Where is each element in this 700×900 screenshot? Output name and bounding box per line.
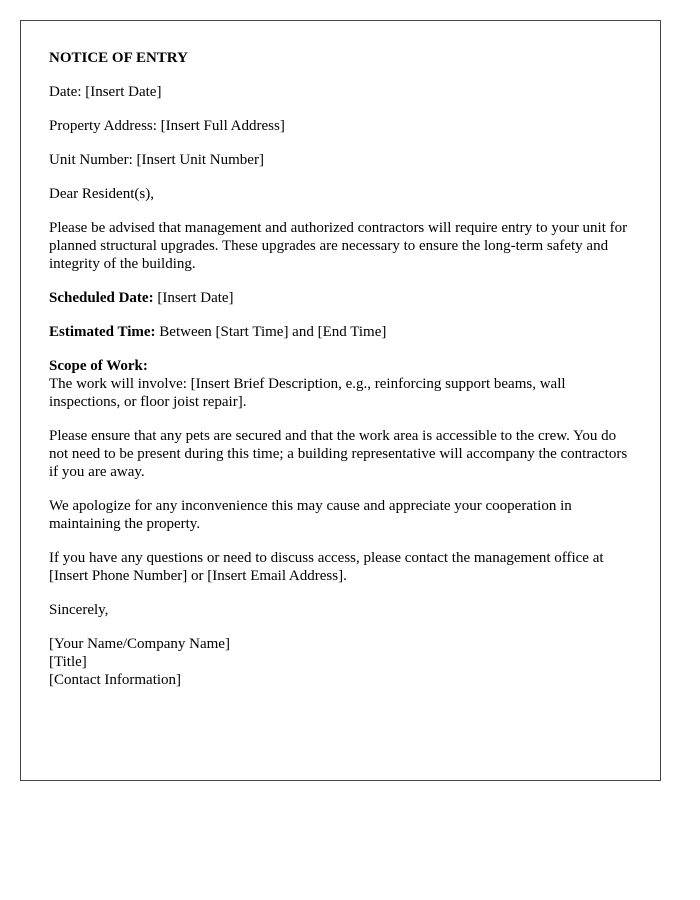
scheduled-date-label: Scheduled Date: <box>49 290 154 306</box>
signature-block <box>49 635 632 689</box>
signature-name: [Your Name/Company Name] <box>49 636 230 652</box>
letter-title: NOTICE OF ENTRY <box>49 50 188 66</box>
scope-of-work <box>49 357 632 411</box>
signature-title: [Title] <box>49 654 87 670</box>
intro-paragraph: Please be advised that management and authorized contractors will require entry to your unit for planned structural upgrades. These upgrades are necessary to ensure the long-term safety and integrity of the building. <box>49 220 628 272</box>
notice-letter <box>20 20 661 781</box>
signature-contact: [Contact Information] <box>49 672 182 688</box>
scheduled-date <box>49 289 632 307</box>
date-line: Date: [Insert Date] <box>49 84 162 100</box>
pets-paragraph: Please ensure that any pets are secured and that the work area is accessible to the crew. You do not need to be present during this time; a building representative will accompany the contractors if you are away. <box>49 428 628 480</box>
estimated-time-label: Estimated Time: <box>49 324 156 340</box>
scope-label: Scope of Work: <box>49 358 148 374</box>
apology-paragraph: We apologize for any inconvenience this may cause and appreciate your cooperation in maintaining the property. <box>49 498 572 532</box>
estimated-time <box>49 323 632 341</box>
contact-paragraph: If you have any questions or need to discuss access, please contact the management office at [Insert Phone Number] or [Insert Email Address]. <box>49 550 604 584</box>
scheduled-date-value: [Insert Date] <box>153 290 234 306</box>
scope-value: The work will involve: [Insert Brief Description, e.g., reinforcing support beams, wall inspections, or floor joist repair]. <box>49 376 566 410</box>
unit-line: Unit Number: [Insert Unit Number] <box>49 152 264 168</box>
closing: Sincerely, <box>49 602 109 618</box>
salutation: Dear Resident(s), <box>49 186 154 202</box>
address-line: Property Address: [Insert Full Address] <box>49 118 285 134</box>
estimated-time-value: Between [Start Time] and [End Time] <box>155 324 387 340</box>
